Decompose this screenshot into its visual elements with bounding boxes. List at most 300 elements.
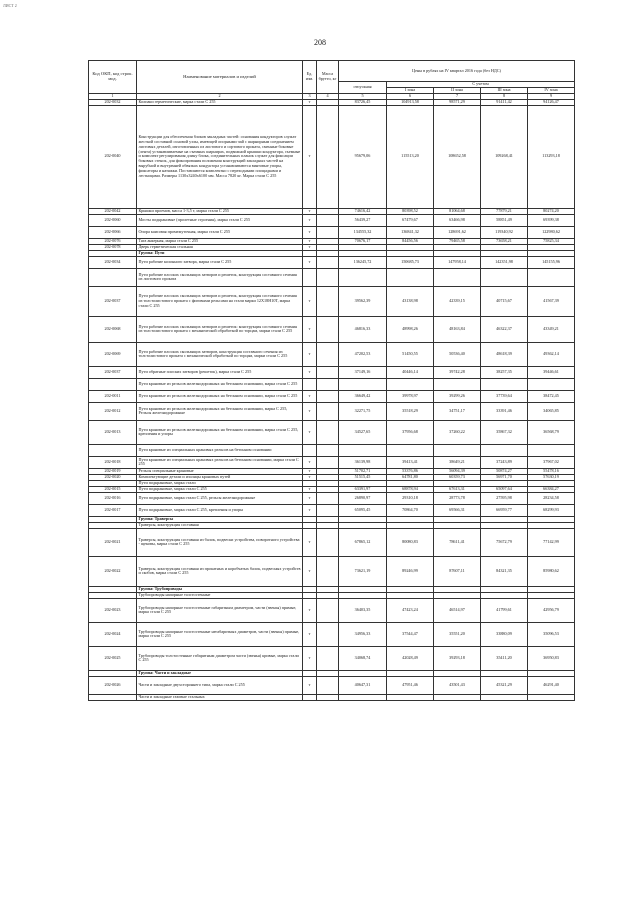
table-cell-zone-1: [387, 268, 434, 286]
table-cell-zone-3: 109268,41: [481, 105, 528, 208]
table-row: [89, 598, 575, 622]
table-cell-zone-4: 68299,93: [528, 504, 575, 516]
table-cell-zone-1: 43138,98: [387, 286, 434, 316]
table-cell-zone-1: 37544,47: [387, 622, 434, 646]
table-cell-zone-3: 46322,37: [481, 316, 528, 342]
table-cell-base-price: 67865,12: [339, 528, 387, 556]
table-cell-zone-2: 63466,98: [434, 214, 481, 226]
table-cell-zone-1: [387, 444, 434, 456]
table-cell-name: Траверсы, конструкция составная из прокатных и коробчатых балок, подвесных устройств и скобов, марка стали С 255: [137, 556, 303, 586]
table-cell-base-price: [339, 444, 387, 456]
page-number: 208: [314, 38, 326, 47]
table-cell-zone-3: 75672,79: [481, 528, 528, 556]
table-cell-zone-2: 38649,21: [434, 456, 481, 468]
table-cell-unit: т: [303, 286, 317, 316]
table-cell-zone-3: [481, 268, 528, 286]
table-cell-unit: т: [303, 99, 317, 105]
table-cell-mass: [317, 390, 339, 402]
table-cell-unit: т: [303, 238, 317, 244]
table-cell-mass: [317, 646, 339, 670]
table-cell-mass: [317, 342, 339, 366]
table-row: [89, 456, 575, 468]
table-cell-name: Группа: Траверсы: [137, 516, 303, 522]
table-cell-code: 202-0013: [89, 420, 137, 444]
table-cell-zone-2: 39293,18: [434, 646, 481, 670]
column-index: 2: [137, 94, 303, 100]
table-cell-name: Колпаки герметические, марка стали С 255: [137, 99, 303, 105]
table-row: [89, 268, 575, 286]
table-cell-name: Трубопроводы напорные толстостенные: [137, 592, 303, 598]
table-cell-mass: [317, 316, 339, 342]
table-cell-zone-2: 81064,68: [434, 208, 481, 214]
table-cell-zone-3: 35867,32: [481, 420, 528, 444]
table-row: [89, 444, 575, 456]
table-cell-name: Пути подкрановые, марка стали С 255: [137, 486, 303, 492]
table-cell-mass: [317, 676, 339, 694]
table-row: [89, 378, 575, 390]
table-cell-code: 202-0016: [89, 492, 137, 504]
table-cell-name: Мосты подкрановые (пролетные строения), марка стали С 255: [137, 214, 303, 226]
table-cell-zone-2: 98571,29: [434, 99, 481, 105]
table-cell-name: Пути рабочие плоских скользящих затворов, конструкция составного сечения из толстолистового проката с механической обработкой по торцам, марки стали С 255: [137, 342, 303, 366]
table-cell-unit: т: [303, 598, 317, 622]
table-cell-unit: [303, 378, 317, 390]
table-cell-name: Пути крановые из специальных крановых рельсов на бетонном основании: [137, 444, 303, 456]
table-cell-code: 202-0023: [89, 598, 137, 622]
table-cell-zone-1: 104913,58: [387, 99, 434, 105]
table-cell-name: Группа: Трубопроводы: [137, 586, 303, 592]
table-cell-zone-2: [434, 444, 481, 456]
table-row: [89, 366, 575, 378]
table-cell-base-price: 36139,98: [339, 456, 387, 468]
corner-mark: ЛИСТ 2: [3, 3, 17, 8]
header-zone-3: III зона: [481, 88, 528, 94]
table-cell-zone-4: 122980,62: [528, 226, 575, 238]
table-cell-zone-3: 37739,64: [481, 390, 528, 402]
column-index: 8: [481, 94, 528, 100]
table-cell-zone-3: 33391,46: [481, 402, 528, 420]
table-cell-zone-3: 33880,09: [481, 622, 528, 646]
table-cell-mass: [317, 226, 339, 238]
table-cell-code: [89, 378, 137, 390]
table-cell-zone-4: [528, 268, 575, 286]
table-cell-unit: т: [303, 316, 317, 342]
table-cell-mass: [317, 622, 339, 646]
table-cell-zone-2: [434, 268, 481, 286]
table-cell-unit: т: [303, 474, 317, 480]
table-cell-name: Комплектующие детали и изоляцы крановых путей: [137, 474, 303, 480]
table-cell-base-price: [339, 694, 387, 700]
table-cell-zone-3: 27595,98: [481, 492, 528, 504]
table-cell-zone-4: 41567,39: [528, 286, 575, 316]
table-cell-unit: т: [303, 105, 317, 208]
table-cell-zone-2: 37260,22: [434, 420, 481, 444]
table-cell-code: [89, 444, 137, 456]
table-cell-zone-3: 38257,35: [481, 366, 528, 378]
table-cell-name: Пути подкрановые, марка стали: [137, 480, 303, 486]
table-cell-code: 202-0037: [89, 366, 137, 378]
table-cell-unit: т: [303, 208, 317, 214]
table-cell-zone-4: 49362,14: [528, 342, 575, 366]
table-cell-zone-4: 113293,18: [528, 105, 575, 208]
table-cell-zone-4: 94126,47: [528, 99, 575, 105]
table-cell-name: Пути подкрановые, марка стали С 255, крепления и упоры: [137, 504, 303, 516]
table-cell-unit: т: [303, 402, 317, 420]
table-cell-zone-2: 39742,28: [434, 366, 481, 378]
table-cell-name: Крышки проемов, масса 1-3,5 т, марка стали С 255: [137, 208, 303, 214]
table-cell-zone-2: [434, 378, 481, 390]
table-row: [89, 622, 575, 646]
table-cell-zone-1: 37956,68: [387, 420, 434, 444]
table-cell-zone-3: 119340,92: [481, 226, 528, 238]
table-cell-zone-1: 40446,14: [387, 366, 434, 378]
table-cell-name: Траверсы, конструкция составная: [137, 522, 303, 528]
table-cell-base-price: 36403,35: [339, 598, 387, 622]
column-index: 4: [317, 94, 339, 100]
table-cell-zone-1: 70864,70: [387, 504, 434, 516]
table-cell-base-price: 39562,39: [339, 286, 387, 316]
table-cell-unit: т: [303, 214, 317, 226]
table-cell-unit: т: [303, 456, 317, 468]
table-cell-mass: [317, 528, 339, 556]
table-cell-zone-3: 50874,27: [481, 468, 528, 474]
table-cell-zone-1: 67479,67: [387, 214, 434, 226]
table-cell-name: Пути подкрановые, марка стали С 255, рельсы железнодорожные: [137, 492, 303, 504]
table-cell-zone-4: 57630,19: [528, 474, 575, 480]
table-cell-zone-2: 108652,58: [434, 105, 481, 208]
table-cell-base-price: 73621,19: [339, 556, 387, 586]
table-cell-name: Части и закладные двухстороннего типа, марка стали С 255: [137, 676, 303, 694]
table-cell-name: Трубопроводы толстостенные габаритным диаметром части (звенья) кривые, марка стали С 255: [137, 646, 303, 670]
table-cell-base-price: 47202,53: [339, 342, 387, 366]
table-cell-unit: т: [303, 390, 317, 402]
header-prices: Цены в рублях на IV квартал 2016 года (без НДС): [339, 61, 575, 82]
table-cell-zone-3: [481, 694, 528, 700]
table-cell-name: Группа: Части и закладные: [137, 670, 303, 676]
table-cell-zone-3: 77879,21: [481, 208, 528, 214]
table-cell-zone-2: 46514,97: [434, 598, 481, 622]
column-index: 5: [339, 94, 387, 100]
table-cell-code: 202-0026: [89, 676, 137, 694]
column-index: 1: [89, 94, 137, 100]
table-cell-zone-2: 50536,40: [434, 342, 481, 366]
table-cell-unit: т: [303, 528, 317, 556]
table-cell-zone-1: [387, 694, 434, 700]
table-cell-zone-1: 136841,32: [387, 226, 434, 238]
table-cell-zone-2: 28773,78: [434, 492, 481, 504]
column-index: 6: [387, 94, 434, 100]
table-cell-name: Пути рабочие плоских скользящих затворов и решеток: конструкция составного сечения из толстолистового проката с механической обработкой по торцам, марки стали С 255: [137, 316, 303, 342]
table-cell-zone-3: [481, 444, 528, 456]
table-cell-zone-1: 53376,86: [387, 468, 434, 474]
table-cell-zone-3: 142351,98: [481, 256, 528, 268]
header-unit: Ед. изм.: [303, 61, 317, 94]
table-cell-mass: [317, 214, 339, 226]
table-cell-code: 202-0011: [89, 390, 137, 402]
table-cell-zone-4: 69399,38: [528, 214, 575, 226]
table-cell-zone-4: 42956,79: [528, 598, 575, 622]
table-row: [89, 694, 575, 700]
table-cell-zone-1: 39413,41: [387, 456, 434, 468]
table-cell-unit: т: [303, 468, 317, 474]
table-cell-base-price: 83726,45: [339, 99, 387, 105]
header-name: Наименование материалов и изделий: [137, 61, 303, 94]
table-row: [89, 342, 575, 366]
table-cell-zone-4: [528, 378, 575, 390]
table-cell-code: 202-0078: [89, 244, 137, 250]
table-cell-zone-1: [387, 378, 434, 390]
table-row: [89, 492, 575, 504]
table-cell-code: 202-0060: [89, 214, 137, 226]
table-cell-base-price: 46816,33: [339, 316, 387, 342]
table-cell-unit: [303, 444, 317, 456]
table-cell-zone-3: 41799,61: [481, 598, 528, 622]
table-cell-base-price: 34068,74: [339, 646, 387, 670]
table-cell-zone-2: 87607,11: [434, 556, 481, 586]
table-cell-zone-1: 115513,20: [387, 105, 434, 208]
table-cell-name: Тяга анкерная, марка стали С 255: [137, 238, 303, 244]
table-cell-zone-4: [528, 694, 575, 700]
table-cell-base-price: 134555,32: [339, 226, 387, 238]
table-cell-code: 202-0076: [89, 238, 137, 244]
table-cell-unit: т: [303, 486, 317, 492]
table-cell-zone-2: 39299,26: [434, 390, 481, 402]
table-cell-zone-4: 36950,83: [528, 646, 575, 670]
table-cell-mass: [317, 444, 339, 456]
table-cell-unit: т: [303, 256, 317, 268]
table-cell-zone-1: 42028,49: [387, 646, 434, 670]
table-cell-base-price: 40647,31: [339, 676, 387, 694]
table-cell-zone-2: 67613,31: [434, 486, 481, 492]
table-cell-unit: т: [303, 244, 317, 250]
table-cell-name: Опора каисовая промежуточная, марка стали С 255: [137, 226, 303, 238]
table-cell-zone-1: 89246,99: [387, 556, 434, 586]
table-cell-zone-1: 35518,29: [387, 402, 434, 420]
table-cell-zone-3: [481, 378, 528, 390]
table-cell-name: Пути крановые из специальных крановых рельсов на бетонном основании, марка стали С 255: [137, 456, 303, 468]
table-row: [89, 504, 575, 516]
table-cell-base-price: 70676,17: [339, 238, 387, 244]
table-cell-base-price: [339, 268, 387, 286]
table-cell-base-price: 65095,45: [339, 504, 387, 516]
table-cell-zone-4: 75825,34: [528, 238, 575, 244]
table-row: [89, 646, 575, 670]
table-cell-base-price: [339, 378, 387, 390]
table-cell-code: 202-0037: [89, 286, 137, 316]
table-cell-zone-4: 34065,85: [528, 402, 575, 420]
table-cell-base-price: 34956,33: [339, 622, 387, 646]
table-row: [89, 105, 575, 208]
table-cell-unit: [303, 268, 317, 286]
table-cell-mass: [317, 420, 339, 444]
table-cell-base-price: 95679,06: [339, 105, 387, 208]
table-cell-code: [89, 694, 137, 700]
table-cell-code: 202-0018: [89, 456, 137, 468]
table-cell-mass: [317, 504, 339, 516]
table-cell-zone-4: 28234,58: [528, 492, 575, 504]
table-cell-zone-2: 34751,17: [434, 402, 481, 420]
table-cell-zone-1: 47951,46: [387, 676, 434, 694]
table-row: [89, 402, 575, 420]
table-cell-name: Пути рабочие плоских скользящих затворов и решеток, конструкция составного сечения из листового проката: [137, 268, 303, 286]
table-cell-code: [89, 268, 137, 286]
column-index: 9: [528, 94, 575, 100]
table-cell-unit: т: [303, 492, 317, 504]
table-cell-zone-1: 84456,56: [387, 238, 434, 244]
table-cell-mass: [317, 105, 339, 208]
table-cell-zone-2: 35551,20: [434, 622, 481, 646]
table-cell-mass: [317, 378, 339, 390]
table-cell-zone-3: 58851,49: [481, 214, 528, 226]
table-cell-code: 202-0024: [89, 622, 137, 646]
table-cell-base-price: 51702,71: [339, 468, 387, 474]
table-cell-code: 202-0025: [89, 646, 137, 670]
header-zone-1: I зона: [387, 88, 434, 94]
table-cell-zone-1: 68878,94: [387, 486, 434, 492]
table-cell-zone-4: 80274,20: [528, 208, 575, 214]
header-mass: Масса брутто, кг: [317, 61, 339, 94]
table-cell-base-price: 26890,97: [339, 492, 387, 504]
table-cell-code: 202-0042: [89, 208, 137, 214]
table-cell-zone-2: 60359,73: [434, 474, 481, 480]
table-cell-base-price: 37149,16: [339, 366, 387, 378]
table-cell-zone-3: 65097,64: [481, 486, 528, 492]
table-cell-zone-3: 91411,42: [481, 99, 528, 105]
table-cell-mass: [317, 366, 339, 378]
table-cell-zone-4: 39446,61: [528, 366, 575, 378]
table-cell-zone-2: 79465,58: [434, 238, 481, 244]
table-cell-base-price: 51515,45: [339, 474, 387, 480]
table-cell-zone-3: 73658,21: [481, 238, 528, 244]
table-cell-name: Пути крановые из рельсов железнодорожных на бетонном основании, марка стали С 255: [137, 390, 303, 402]
table-cell-zone-3: 56971,70: [481, 474, 528, 480]
table-cell-unit: т: [303, 556, 317, 586]
table-cell-name: Группа: Пути: [137, 250, 303, 256]
column-index: 3: [303, 94, 317, 100]
table-cell-zone-2: 42339,15: [434, 286, 481, 316]
table-cell-code: 202-0021: [89, 528, 137, 556]
table-cell-name: Трубопроводы напорные толстостенные негабаритных диаметров, части (звенья) прямые, марка стали С 255: [137, 622, 303, 646]
table-cell-unit: т: [303, 622, 317, 646]
header-zone-2: II зона: [434, 88, 481, 94]
table-row: [89, 286, 575, 316]
table-cell-zone-2: 56094,39: [434, 468, 481, 474]
column-index: 7: [434, 94, 481, 100]
table-row: [89, 226, 575, 238]
table-cell-unit: т: [303, 366, 317, 378]
table-row: [89, 676, 575, 694]
table-cell-code: 202-0015: [89, 486, 137, 492]
table-cell-code: 202-0012: [89, 402, 137, 420]
table-cell-code: 202-0068: [89, 316, 137, 342]
table-cell-zone-2: [434, 694, 481, 700]
table-row: [89, 256, 575, 268]
table-cell-code: 202-0066: [89, 226, 137, 238]
table-cell-code: 202-0034: [89, 256, 137, 268]
table-cell-zone-1: 51450,55: [387, 342, 434, 366]
table-cell-base-price: 34527,65: [339, 420, 387, 444]
table-cell-code: 202-0022: [89, 556, 137, 586]
header-zone-4: IV зона: [528, 88, 575, 94]
table-cell-zone-3: 66959,77: [481, 504, 528, 516]
table-cell-mass: [317, 492, 339, 504]
table-cell-zone-4: 46291,40: [528, 676, 575, 694]
table-cell-unit: т: [303, 226, 317, 238]
table-cell-unit: [303, 694, 317, 700]
table-cell-zone-3: 35411,20: [481, 646, 528, 670]
table-cell-code: 202-0032: [89, 99, 137, 105]
table-cell-zone-3: 84321,35: [481, 556, 528, 586]
table-cell-name: Дверь герметическая стальная: [137, 244, 303, 250]
table-row: [89, 556, 575, 586]
table-row: [89, 214, 575, 226]
table-cell-zone-1: 80398,52: [387, 208, 434, 214]
table-row: [89, 420, 575, 444]
table-cell-code: 202-0017: [89, 504, 137, 516]
table-cell-mass: [317, 694, 339, 700]
table-cell-zone-1: 80080,83: [387, 528, 434, 556]
table-cell-name: Пути рабочие колонного затвора, марка стали С 255: [137, 256, 303, 268]
table-cell-unit: т: [303, 676, 317, 694]
table-cell-mass: [317, 286, 339, 316]
table-cell-base-price: 63391,97: [339, 486, 387, 492]
table-cell-unit: т: [303, 646, 317, 670]
table-cell-name: Конструкции для обеспечения блоков закладных частей: основания кондукторов служат жесткой составной основой узлы, имеющей опорными чай с шарнирным соединением листовых деталей, изготовленных из листового и сортового проката, сменные боковые (лента) устанавливаемые на съемных шарнирах, подвижной крышки кондуктора, съемные и комплект регулирования длину блока, соединительных планок служат для фиксации боковых стенок, для фиксирования положения конструкций закладных частей на вырубной и внутренней обвязках кондуктора устанавливаются винтовые упоры, фиксаторы и натяжки. Поставляются комплектно с переходными площадками и лестницами. Размеры 1130х3240х6100 мм. Масса 7820 кг. Марка стали С 255: [137, 105, 303, 208]
table-cell-zone-4: 36568,79: [528, 420, 575, 444]
table-cell-base-price: 56439,27: [339, 214, 387, 226]
table-cell-name: Пути обратные плоских затворов (решеток), марка стали С 255: [137, 366, 303, 378]
table-cell-zone-4: 85980,62: [528, 556, 575, 586]
table-cell-zone-4: [528, 444, 575, 456]
table-cell-zone-4: 77142,99: [528, 528, 575, 556]
table-cell-zone-4: 66384,27: [528, 486, 575, 492]
table-cell-mass: [317, 456, 339, 468]
table-cell-unit: т: [303, 504, 317, 516]
table-cell-name: Траверсы, конструкция составная из балок, подвески устройства, поворотного устройства - щековы, марка стали С 255: [137, 528, 303, 556]
header-base-price: отпускная: [339, 82, 387, 94]
table-cell-zone-2: 147958,14: [434, 256, 481, 268]
table-cell-name: Части и закладные газовые стальных: [137, 694, 303, 700]
table-row: [89, 390, 575, 402]
table-cell-name: Пути рабочие плоских скользящих затворов и решеток, конструкция составного сечения из толстолистового проката с фиговыми рельсами на стали марки 12Х18Н10Т, марка стали С 255: [137, 286, 303, 316]
table-cell-mass: [317, 256, 339, 268]
table-cell-mass: [317, 556, 339, 586]
table-cell-name: Рельсы специальные крановые: [137, 468, 303, 474]
table-cell-zone-1: 39978,97: [387, 390, 434, 402]
table-cell-zone-1: 64781,80: [387, 474, 434, 480]
table-cell-zone-3: 40715,67: [481, 286, 528, 316]
table-cell-zone-4: 55478,16: [528, 468, 575, 474]
table-cell-name: Трубопроводы напорные толстостенные габаритным диаметром, части (звенья) прямые, марка стали С 255: [137, 598, 303, 622]
table-cell-base-price: 136245,72: [339, 256, 387, 268]
table-cell-zone-2: 78611,41: [434, 528, 481, 556]
table-cell-zone-4: 38472,45: [528, 390, 575, 402]
table-cell-code: 202-0069: [89, 342, 137, 366]
table-cell-name: Пути крановые из рельсов железнодорожных на бетонном основании, марка С 255, Рельсы железнодорожные: [137, 402, 303, 420]
table-cell-code: 202-0040: [89, 105, 137, 208]
table-cell-unit: т: [303, 420, 317, 444]
table-row: [89, 528, 575, 556]
header-code: Код ОКП, код строк. мод.: [89, 61, 137, 94]
table-cell-zone-4: 43349,21: [528, 316, 575, 342]
table-cell-zone-1: 47423,24: [387, 598, 434, 622]
table-cell-mass: [317, 402, 339, 420]
table-cell-zone-1: 150685,73: [387, 256, 434, 268]
table-cell-mass: [317, 268, 339, 286]
table-cell-name: Пути крановые из рельсов железнодорожных на бетонном основании, марка стали С 255: [137, 378, 303, 390]
table-cell-zone-2: 48163,84: [434, 316, 481, 342]
table-cell-code: 202-0019: [89, 468, 137, 474]
